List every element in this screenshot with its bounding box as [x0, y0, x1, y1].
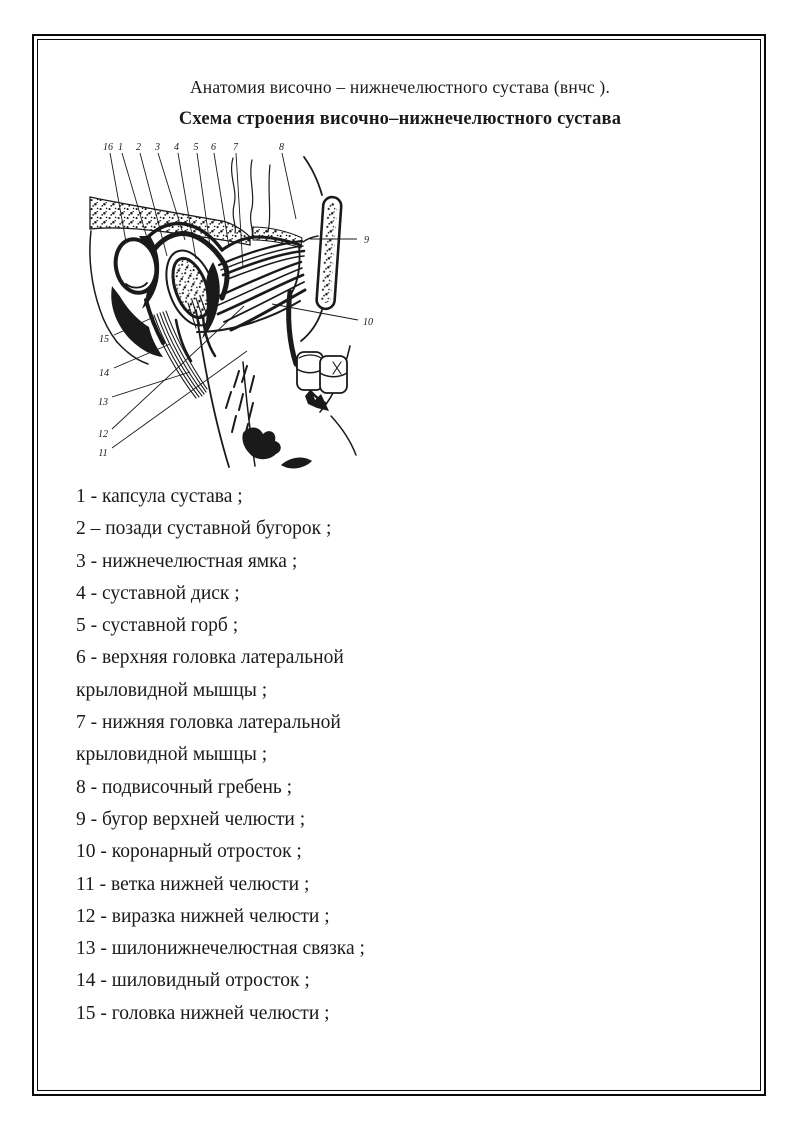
tmj-diagram-svg — [75, 135, 415, 490]
figure-label-1: 1 — [118, 142, 123, 153]
figure-label-7: 7 — [233, 142, 238, 153]
figure-label-14: 14 — [99, 368, 109, 379]
legend-line: 14 - шиловидный отросток ; — [76, 970, 310, 992]
legend-line: 1 - капсула сустава ; — [76, 486, 243, 507]
page-title: Анатомия височно – нижнечелюстного сустава (внчс ). — [189, 77, 611, 97]
molar-teeth — [297, 352, 347, 393]
legend-line: 9 - бугор верхней челюсти ; — [76, 808, 306, 830]
condyle — [157, 244, 225, 361]
legend-line: 3 - нижнечелюстная ямка ; — [76, 550, 298, 572]
figure-label-9: 9 — [364, 235, 369, 246]
figure-label-13: 13 — [98, 397, 108, 408]
figure-label-6: 6 — [211, 142, 216, 153]
legend-line: 8 - подвисочный гребень ; — [76, 776, 293, 798]
legend-line: 15 - головка нижней челюсти ; — [76, 1002, 330, 1024]
legend-line: 13 - шилонижнечелюстная связка ; — [76, 938, 365, 960]
figure-label-10: 10 — [363, 317, 373, 328]
anatomy-diagram — [75, 135, 415, 490]
legend-line: 5 - суставной горб ; — [76, 615, 239, 637]
figure-label-4: 4 — [174, 142, 179, 153]
figure-label-2: 2 — [136, 142, 141, 153]
legend-line: 2 – позади суставной бугорок ; — [76, 518, 332, 540]
legend-line: 6 - верхняя головка латеральной — [76, 647, 344, 669]
figure-label-16: 16 — [103, 142, 113, 153]
legend-line: 10 - коронарный отросток ; — [76, 841, 302, 863]
figure-label-15: 15 — [99, 334, 109, 345]
legend-line-wrap: крыловидной мышцы ; — [76, 679, 268, 701]
figure-label-12: 12 — [98, 429, 108, 440]
figure-label-5: 5 — [193, 142, 199, 153]
page-subtitle: Схема строения височно–нижнечелюстного сустава — [178, 109, 622, 129]
temporal-bone — [90, 197, 302, 248]
legend-line: 7 - нижняя головка латеральной — [76, 712, 341, 734]
figure-label-3: 3 — [155, 142, 160, 153]
legend-line-wrap: крыловидной мышцы ; — [76, 744, 268, 766]
legend-line: 11 - ветка нижней челюсти ; — [76, 873, 310, 895]
figure-label-8: 8 — [279, 142, 284, 153]
legend — [76, 481, 716, 1030]
legend-line: 4 - суставной диск ; — [76, 582, 240, 604]
figure-label-11: 11 — [98, 448, 108, 459]
legend-line: 12 - виразка нижней челюсти ; — [76, 905, 330, 927]
